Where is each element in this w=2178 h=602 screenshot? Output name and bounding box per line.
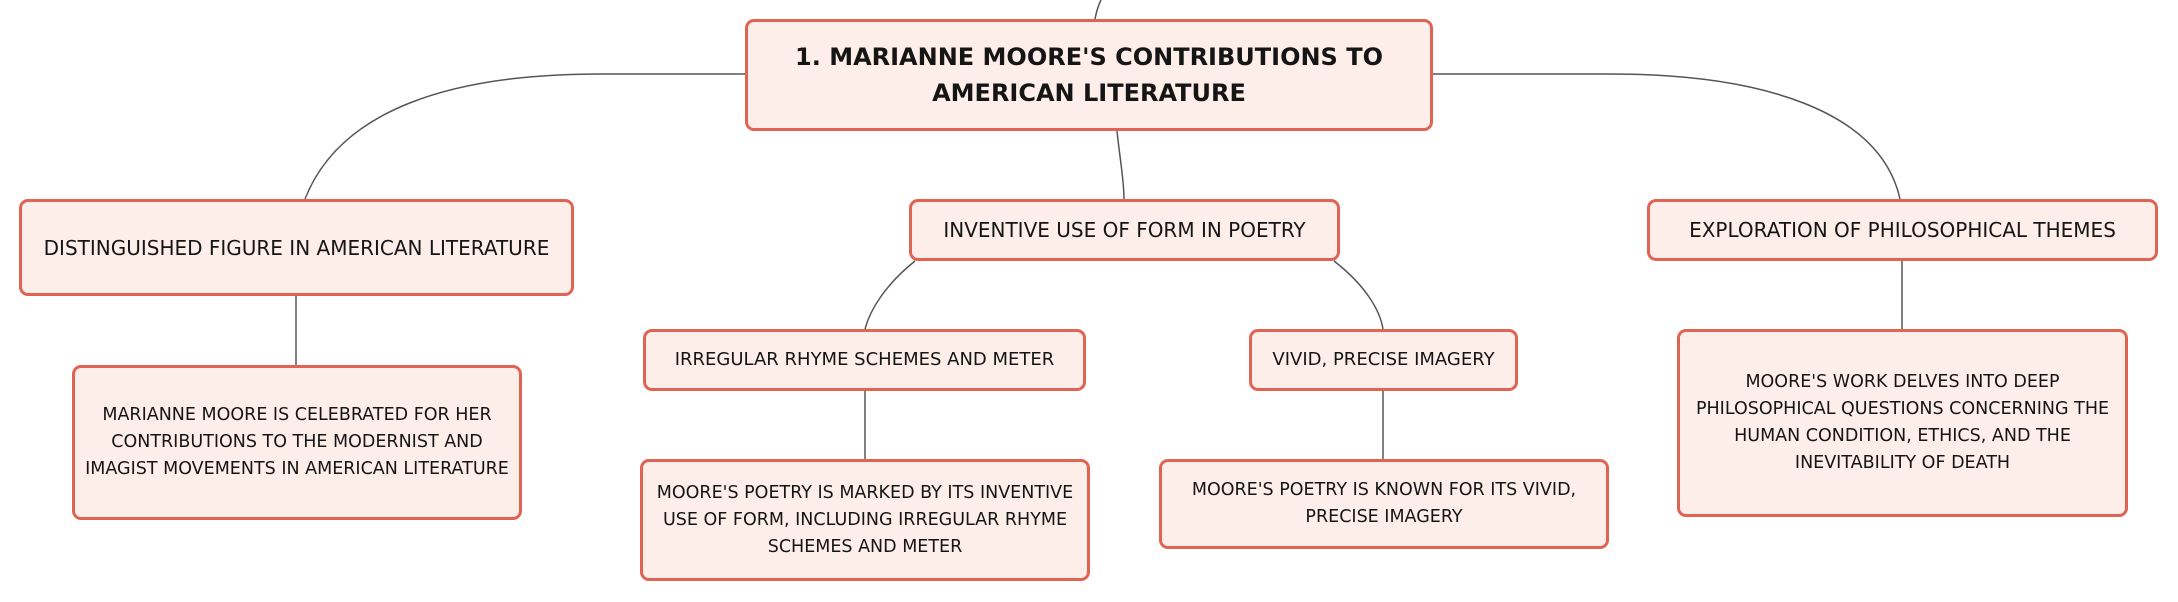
topic-distinguished-figure[interactable] — [19, 199, 574, 296]
topic-label: EXPLORATION OF PHILOSOPHICAL THEMES — [1689, 218, 2116, 242]
connector-line — [1117, 131, 1124, 199]
connector-line — [1433, 74, 1900, 199]
topic-inventive-use-of-form[interactable] — [909, 199, 1340, 261]
connector-line — [1095, 0, 1101, 19]
root-topic-label: 1. MARIANNE MOORE'S CONTRIBUTIONS TO AMERICAN LITERATURE — [795, 43, 1383, 107]
subtopic-irregular-rhyme[interactable] — [643, 329, 1086, 391]
detail-text: MOORE'S POETRY IS MARKED BY ITS INVENTIVE USE OF FORM, INCLUDING IRREGULAR RHYME SCHEMES AND METER — [656, 482, 1074, 557]
subtopic-vivid-imagery[interactable] — [1249, 329, 1518, 391]
connector-line — [865, 261, 915, 329]
detail-text: MOORE'S WORK DELVES INTO DEEP PHILOSOPHICAL QUESTIONS CONCERNING THE HUMAN CONDITION, ETHICS, AND THE INEVITABILITY OF DEATH — [1695, 372, 2110, 473]
detail-text: MARIANNE MOORE IS CELEBRATED FOR HER CONTRIBUTIONS TO THE MODERNIST AND IMAGIST MOVEMENTS IN AMERICAN LITERATURE — [85, 405, 509, 479]
subtopic-label: VIVID, PRECISE IMAGERY — [1272, 349, 1495, 370]
topic-label: DISTINGUISHED FIGURE IN AMERICAN LITERATURE — [43, 235, 550, 260]
detail-vivid-imagery[interactable] — [1159, 459, 1609, 549]
root-topic[interactable] — [745, 19, 1433, 131]
detail-inventive-form[interactable] — [640, 459, 1090, 581]
detail-philosophical-questions[interactable] — [1677, 329, 2128, 517]
topic-label: INVENTIVE USE OF FORM IN POETRY — [943, 218, 1306, 242]
detail-celebrated-contributions[interactable] — [72, 365, 522, 520]
subtopic-label: IRREGULAR RHYME SCHEMES AND METER — [674, 349, 1055, 370]
connector-line — [305, 74, 745, 199]
topic-philosophical-themes[interactable] — [1647, 199, 2158, 261]
detail-text: MOORE'S POETRY IS KNOWN FOR ITS VIVID, PRECISE IMAGERY — [1191, 480, 1577, 527]
connector-line — [1334, 261, 1383, 329]
